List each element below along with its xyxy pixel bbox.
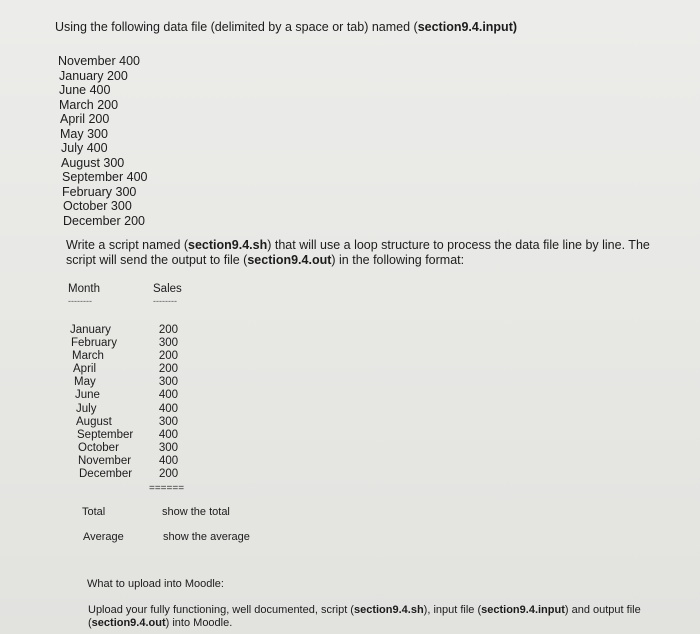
sales-cell: 400 [159, 454, 179, 467]
sales-cell: 400 [158, 402, 178, 415]
data-line: June 400 [59, 83, 111, 97]
data-line: October 300 [63, 199, 132, 213]
upload-instructions: Upload your fully functioning, well documented, script (section9.4.sh), input file (section9.4.input) and output file (section9.4.out) into Moodle. [88, 604, 641, 629]
data-line: November 400 [58, 54, 140, 68]
month-cell: August [76, 415, 112, 428]
data-line: March 200 [59, 97, 119, 112]
data-line: December 200 [63, 213, 145, 228]
month-cell: May [74, 376, 96, 389]
month-cell: April [73, 363, 97, 376]
month-cell: June [75, 389, 100, 402]
output-filename: section9.4.out [247, 253, 332, 267]
data-line: May 300 [60, 126, 108, 141]
data-line: September 400 [62, 170, 148, 184]
month-cell: February [71, 337, 118, 350]
sales-cell: 300 [158, 376, 178, 389]
month-cell: December [79, 468, 133, 481]
total-value: show the total [162, 506, 230, 518]
sales-column [150, 324, 178, 481]
intro-sentence: Using the following data file (delimited by a space or tab) named (section9.4.input) [55, 20, 518, 34]
month-cell: September [77, 428, 134, 441]
total-label: Total [82, 506, 106, 518]
data-line: August 300 [61, 155, 125, 170]
month-cell: November [78, 454, 132, 467]
data-line: July 400 [61, 141, 108, 155]
data-line: April 200 [60, 112, 110, 126]
average-label: Average [83, 531, 124, 543]
sales-header-rule: -------- [153, 296, 177, 306]
sales-cell: 200 [159, 468, 179, 481]
upload-heading: What to upload into Moodle: [87, 578, 224, 590]
sales-cell: 300 [158, 415, 178, 428]
sales-cell: 200 [158, 324, 178, 336]
month-cell: March [72, 350, 104, 363]
sales-column-header: Sales [153, 283, 182, 295]
sales-cell: 200 [158, 363, 178, 376]
data-file-listing [58, 54, 147, 228]
sales-cell: 400 [158, 389, 178, 402]
average-value: show the average [163, 531, 250, 543]
sum-rule: ====== [149, 483, 185, 494]
task-instructions: Write a script named (section9.4.sh) that will use a loop structure to process the data file line by line. The script will send the output to file (section9.4.out) in the following format: [66, 238, 650, 267]
month-column [70, 324, 133, 481]
month-cell: July [76, 402, 97, 415]
month-cell: January [70, 324, 111, 336]
month-cell: October [78, 441, 119, 454]
month-column-header: Month [68, 283, 100, 295]
sales-cell: 200 [158, 350, 178, 363]
data-line: January 200 [59, 68, 128, 83]
script-filename: section9.4.sh [188, 238, 268, 252]
input-filename: section9.4.input [417, 20, 513, 34]
month-header-rule: -------- [68, 296, 92, 306]
data-line: February 300 [62, 184, 137, 199]
sales-cell: 300 [158, 337, 178, 350]
sales-cell: 300 [158, 441, 178, 454]
sales-cell: 400 [158, 428, 178, 441]
